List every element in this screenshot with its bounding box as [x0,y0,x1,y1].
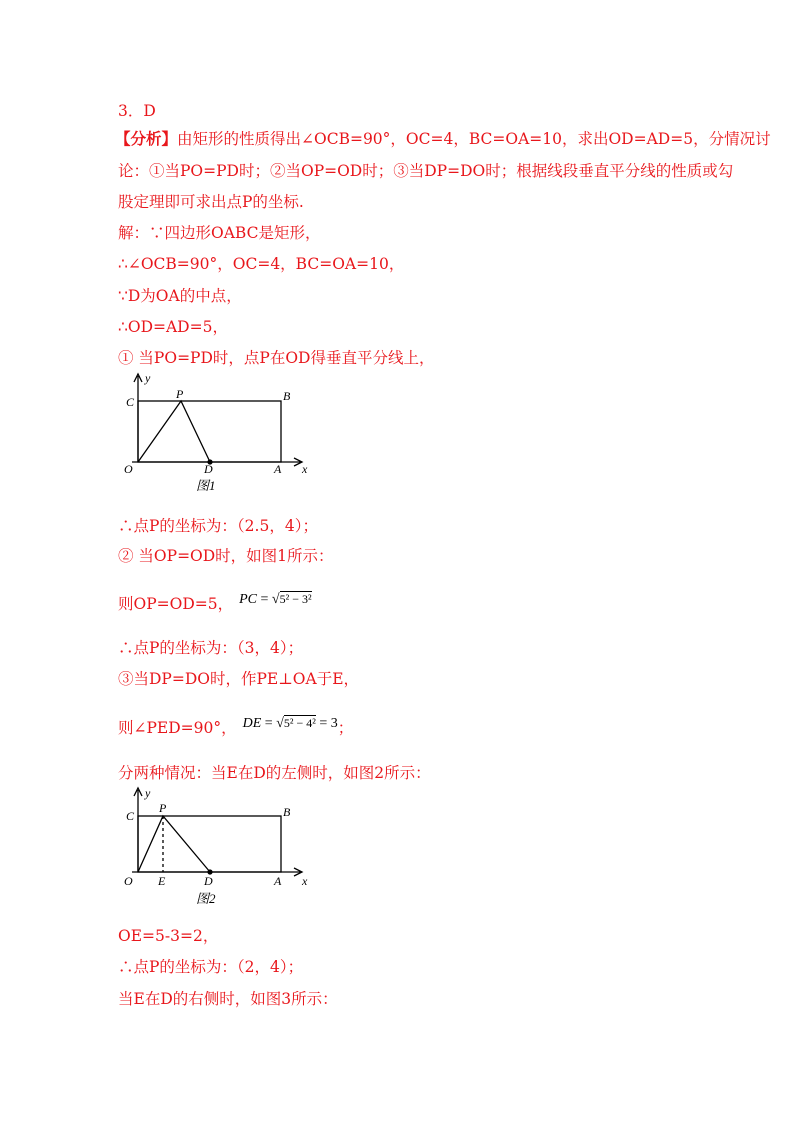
figure-2 [118,786,318,911]
formula-de-eq: = [264,716,273,731]
analysis-line-1 [115,128,771,150]
label-a: A [274,874,282,888]
solution-line-4: ∴OD=AD=5， [118,318,228,336]
solution-line-11-text: 则∠PED=90°， [118,719,237,737]
label-d: D [204,462,213,476]
formula-pc-eq: = [260,592,269,607]
solution-line-9: ∴点P的坐标为：（3，4）； [118,639,304,657]
solution-line-2: ∴∠OCB=90°，OC=4，BC=OA=10， [118,255,405,273]
formula-de-tail: ； [337,719,354,737]
solution-line-13: OE=5-3=2， [118,927,219,945]
label-o: O [124,462,133,476]
solution-line-10: ③当DP=DO时，作PE⊥OA于E， [118,670,360,688]
label-c: C [126,809,135,823]
formula-pc [239,592,311,607]
triangle-opd [138,816,210,872]
formula-de [243,716,338,731]
formula-de-radicand: 5² − 4² [283,716,316,730]
formula-pc-radicand: 5² − 3² [279,592,312,606]
formula-pc-lhs: PC [239,592,257,607]
solution-line-14: ∴点P的坐标为：（2，4）； [118,958,304,976]
figure-1-caption: 图1 [196,478,216,493]
formula-de-lhs: DE [242,716,262,731]
label-o: O [124,874,133,888]
label-p: P [176,387,184,401]
label-d: D [204,874,213,888]
solution-line-3: ∵D为OA的中点， [118,287,242,305]
solution-line-11 [118,717,353,741]
label-x: x [302,874,308,888]
analysis-tag: 【分析】 [115,129,178,148]
sqrt-symbol: √ [271,592,280,607]
solution-line-8 [118,593,312,617]
solution-line-15: 当E在D的右侧时，如图3所示： [118,990,338,1008]
label-b: B [283,389,291,403]
label-e: E [158,874,166,888]
analysis-text-1: 由矩形的性质得出∠OCB=90°，OC=4，BC=OA=10，求出OD=AD=5，分情况讨 [177,130,771,148]
label-b: B [283,805,291,819]
label-y: y [145,371,151,385]
solution-line-7: ② 当OP=OD时，如图1所示： [118,547,334,565]
label-a: A [274,462,282,476]
label-c: C [126,395,135,409]
analysis-line-2: 论：①当PO=PD时；②当OP=OD时；③当DP=DO时；根据线段垂直平分线的性质或勾 [118,162,734,180]
solution-line-8-text: 则OP=OD=5， [118,595,234,613]
solution-line-12: 分两种情况：当E在D的左侧时，如图2所示： [118,764,431,782]
problem-number: 3．D [118,102,156,120]
formula-de-result: = 3 [319,716,338,731]
figure-1 [118,370,318,495]
label-x: x [302,462,308,476]
figure-2-caption: 图2 [196,891,216,906]
solution-line-1: 解：∵四边形OABC是矩形， [118,224,321,242]
triangle-opd [138,401,210,462]
label-y: y [145,786,151,800]
label-p: P [159,801,167,815]
solution-line-6: ∴点P的坐标为：（2.5，4）； [118,517,318,535]
sqrt-symbol: √ [276,716,284,731]
analysis-line-3: 股定理即可求出点P的坐标. [118,193,304,211]
solution-line-5: ① 当PO=PD时，点P在OD得垂直平分线上， [118,349,435,367]
